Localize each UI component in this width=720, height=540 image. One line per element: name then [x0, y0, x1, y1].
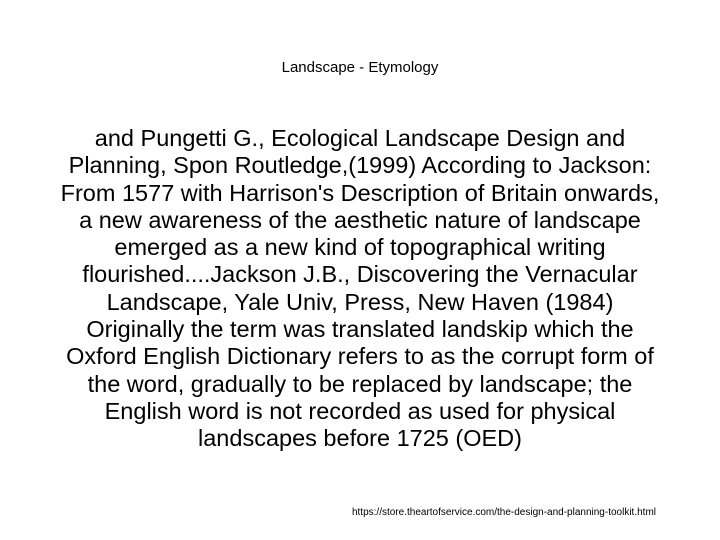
slide-title: Landscape - Etymology — [281, 59, 439, 76]
slide-body-text: and Pungetti G., Ecological Landscape Design and Planning, Spon Routledge,(1999) According to Jackson: From 1577 with Harrison's Description of Britain onwards, a new awareness of the aesthetic nature of landscape emerged as a new kind of topographical writing flourished....Jackson J.B., Discovering the Vernacular Landscape, Yale Univ, Press, New Haven (1984) Originally the term was translated landskip which the Oxford English Dictionary refers to as the corrupt form of the word, gradually to be replaced by landscape; the English word is not recorded as used for physical landscapes before 1725 (OED) — [60, 125, 660, 452]
footer-url-link[interactable]: https://store.theartofservice.com/the-design-and-planning-toolkit.html — [351, 507, 656, 518]
